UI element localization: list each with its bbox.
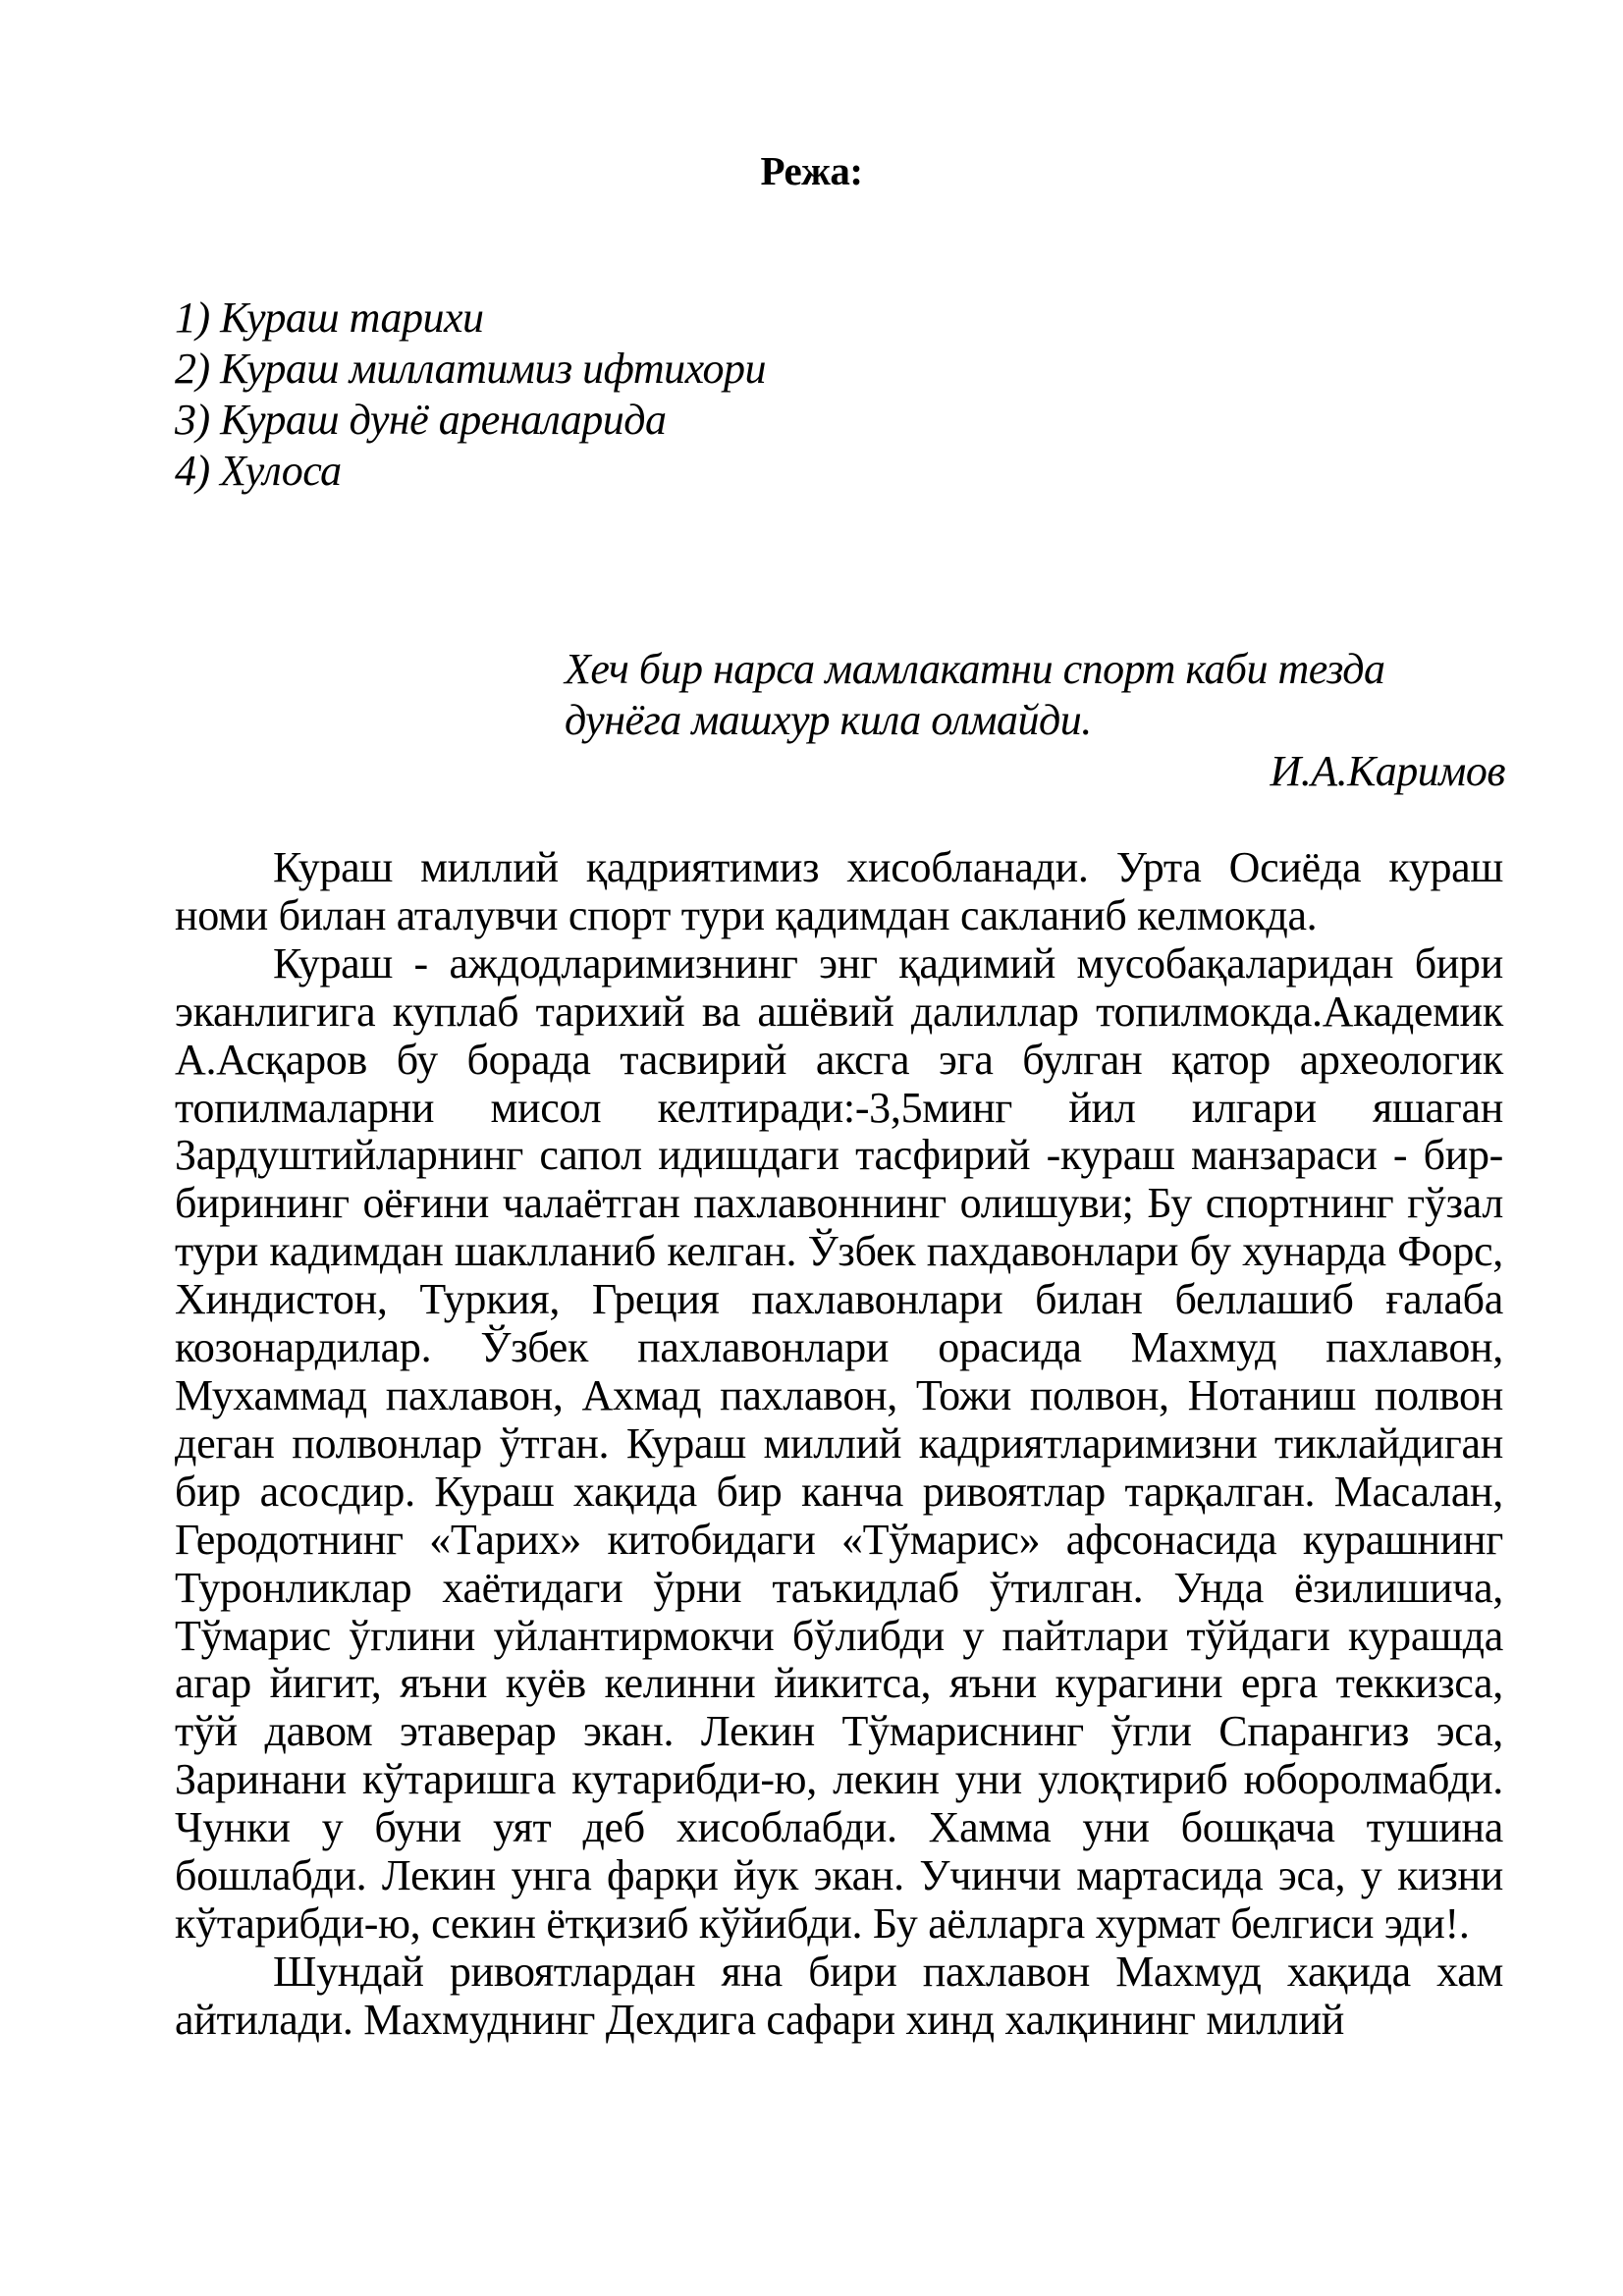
epigraph xyxy=(565,644,1505,797)
page-title: Режа: xyxy=(760,148,863,193)
epigraph-line: Хеч бир нарса мамлакатни спорт каби тезда xyxy=(565,645,1385,693)
plan-item: 4) Хулоса xyxy=(175,447,342,495)
plan-list xyxy=(175,293,766,497)
paragraph: Кураш - аждодларимизнинг энг қадимий мусобақаларидан бири эканлигига куплаб тарихий ва ашёвий далиллар топилмокда.Академик А.Асқаров бу борада тасвирий аксга эга булган қатор археологик топилмаларни мисол келтиради:-3,5минг йил илгари яшаган Зардуштийларнинг сапол идишдаги тасфирий -кураш манзараси - бир-бирининг оёғини чалаётган пахлавоннинг олишуви; Бу спортнинг гўзал тури кадимдан шаклланиб келган. Ўзбек пахдавонлари бу хунарда Форс, Хиндистон, Туркия, Греция пахлавонлари билан беллашиб ғалаба козонардилар. Ўзбек пахлавонлари орасида Махмуд пахлавон, Мухаммад пахлавон, Ахмад пахлавон, Тожи полвон, Нотаниш полвон деган полвонлар ўтган. Кураш миллий кадриятларимизни тиклайдиган бир асосдир. Кураш хақида бир канча ривоятлар тарқалган. Масалан, Геродотнинг «Тарих» китобидаги «Тўмарис» афсонасида курашнинг Туронликлар хаётидаги ўрни таъкидлаб ўтилган. Унда ёзилишича, Тўмарис ўглини уйлантирмокчи бўлибди у пайтлари тўйдаги курашда агар йигит, яъни куёв келинни йикитса, яъни курагини ерга теккизса, тўй давом этаверар экан. Лекин Тўмариснинг ўгли Спарангиз эса, Заринани кўтаришга кутарибди-ю, лекин уни улоқтириб юборолмабди. Чунки у буни уят деб хисоблабди. Хамма уни бошқача тушина бошлабди. Лекин унга фарқи йук экан. Учинчи мартасида эса, у кизни кўтарибди-ю, секин ётқизиб кўйибди. Бу аёлларга хурмат белгиси эди!. xyxy=(175,938,1503,1948)
body-text xyxy=(175,844,1503,2045)
plan-item: 3) Кураш дунё ареналарида xyxy=(175,396,667,444)
paragraph: Шундай ривоятлардан яна бири пахлавон Махмуд хақида хам айтилади. Махмуднинг Дехдига сафари хинд халқининг миллий xyxy=(175,1947,1503,2044)
epigraph-author: И.А.Каримов xyxy=(1270,747,1505,795)
plan-item: 2) Кураш миллатимиз ифтихори xyxy=(175,345,767,393)
paragraph: Кураш миллий қадриятимиз хисобланади. Урта Осиёда кураш номи билан аталувчи спорт тури қадимдан сакланиб келмокда. xyxy=(175,843,1503,939)
plan-item: 1) Кураш тарихи xyxy=(175,294,484,342)
epigraph-line: дунёга машхур кила олмайди. xyxy=(565,696,1092,744)
